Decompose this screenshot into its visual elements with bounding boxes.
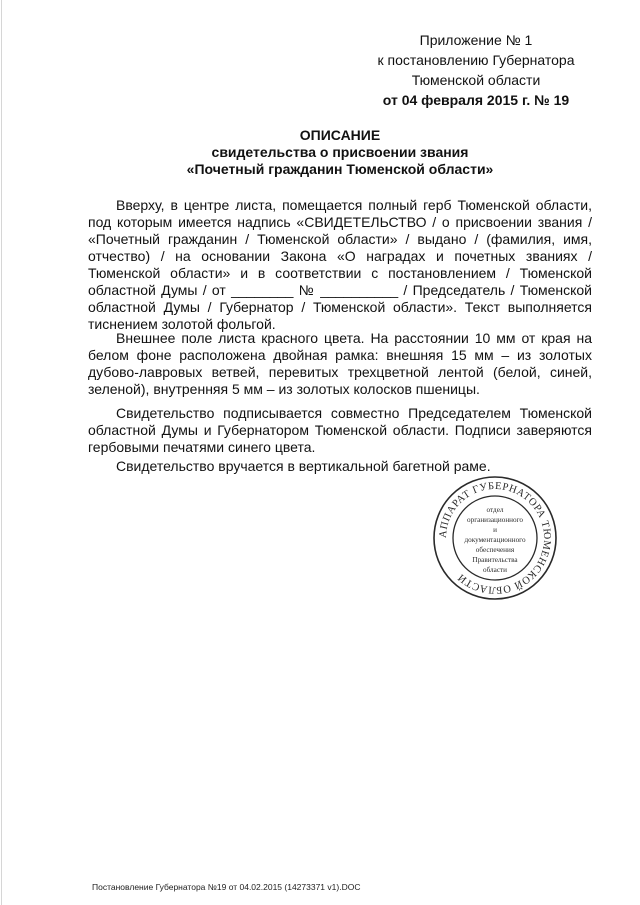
paragraph-2: Внешнее поле листа красного цвета. На расстоянии 10 мм от края на белом фоне расположена двойная рамка: внешняя 15 мм – из золотых дубово-лавровых ветвей, перевитых трехцветной лентой (белой, синей, зеленой), внутренняя 5 мм – из золотых колосков пшеницы.	[88, 330, 592, 397]
stamp-line-7: области	[482, 566, 508, 574]
document-title	[80, 127, 600, 178]
stamp-line-2: организационного	[467, 516, 523, 524]
paragraph-3: Свидетельство подписывается совместно Председателем Тюменской областной Думы и Губернатором Тюменской области. Подписи заверяются гербовыми печатями синего цвета.	[88, 405, 592, 455]
stamp-inner-text	[464, 506, 525, 574]
title-subtitle: свидетельства о присвоении звания	[211, 144, 469, 160]
scan-edge-line	[1, 0, 2, 905]
document-footer: Постановление Губернатора №19 от 04.02.2015 (14273371 v1).DOC	[92, 882, 361, 892]
appendix-reference: к постановлению Губернатора	[377, 52, 575, 68]
appendix-number: Приложение № 1	[419, 32, 533, 48]
appendix-date: от 04 февраля 2015 г. № 19	[382, 92, 570, 108]
appendix-header	[372, 30, 580, 110]
stamp-ring-text: АППАРАТ ГУБЕРНАТОРА ТЮМЕНСКОЙ ОБЛАСТИ	[437, 480, 553, 596]
stamp-line-1: отдел	[486, 506, 504, 514]
stamp-seal	[432, 475, 558, 601]
paragraph-1: Вверху, в центре листа, помещается полный герб Тюменской области, под которым имеется надпись «СВИДЕТЕЛЬСТВО / о присвоении звания / «Почетный гражданин / Тюменской области» / выдано / (фамилия, имя, отчество) / на основании Закона «О наградах и почетных званиях / Тюменской области» и в соответствии с постановлением / Тюменской областной Думы / от ________ № __________ / Председатель / Тюменской областной Думы / Губернатор / Тюменской области». Текст выполняется тиснением золотой фольгой.	[88, 197, 592, 332]
title-main: ОПИСАНИЕ	[299, 127, 381, 143]
appendix-region: Тюменской области	[411, 72, 541, 88]
stamp-line-5: обеспечения	[475, 546, 515, 554]
title-honor-name: «Почетный гражданин Тюменской области»	[186, 161, 494, 177]
stamp-line-6: Правительства	[472, 556, 518, 564]
paragraph-4: Свидетельство вручается в вертикальной багетной раме.	[116, 458, 491, 474]
stamp-line-4: документационного	[464, 536, 526, 544]
stamp-line-3: и	[493, 526, 497, 534]
